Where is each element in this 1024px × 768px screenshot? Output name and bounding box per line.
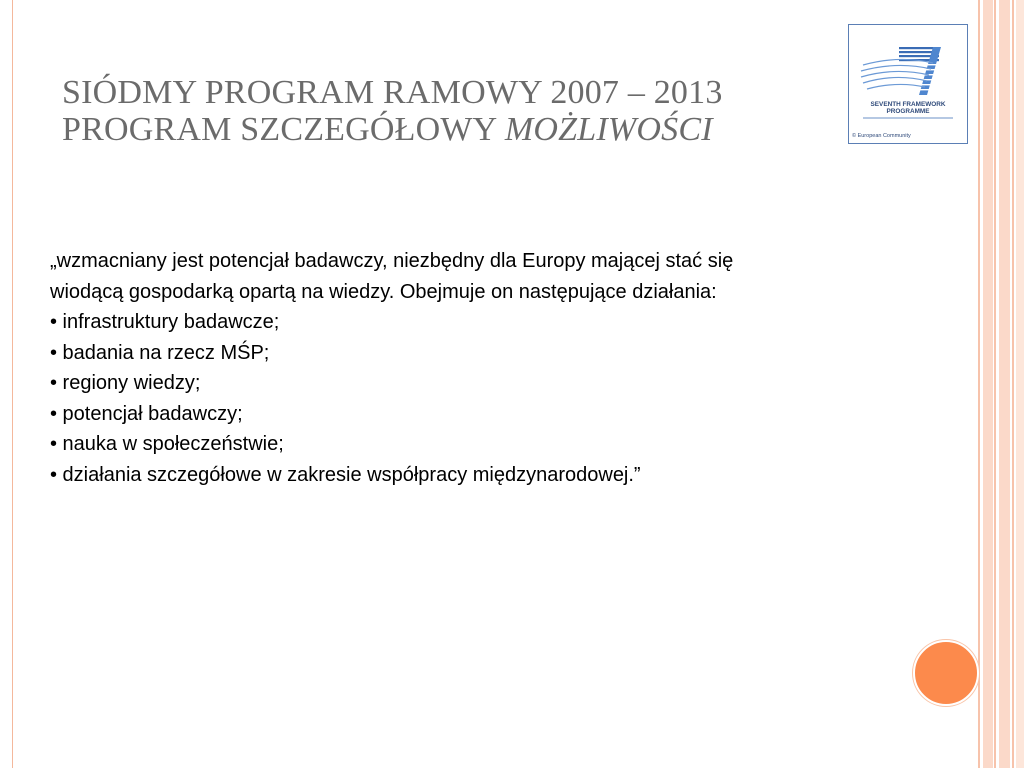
logo-text-line-2: PROGRAMME <box>886 108 930 115</box>
bullet-item: • regiony wiedzy; <box>50 372 201 394</box>
right-stripe <box>1016 0 1024 768</box>
bullet-item: • nauka w społeczeństwie; <box>50 433 284 455</box>
right-stripe <box>978 0 980 768</box>
intro-line-1: „wzmacniany jest potencjał badawczy, niezbędny dla Europy mającej stać się <box>50 250 734 272</box>
logo-text-line-1: SEVENTH FRAMEWORK <box>870 101 946 108</box>
intro-line-2: wiodącą gospodarką opartą na wiedzy. Obejmuje on następujące działania: <box>50 280 717 303</box>
seven-icon <box>849 25 967 143</box>
title-line-2-italic: MOŻLIWOŚCI <box>504 111 713 148</box>
right-stripe <box>999 0 1010 768</box>
fp7-logo <box>848 24 968 144</box>
left-border-line <box>12 0 13 768</box>
title-line-1: SIÓDMY PROGRAM RAMOWY 2007 – 2013 <box>62 74 723 111</box>
slide-title <box>62 74 832 148</box>
bullet-item: • działania szczegółowe w zakresie współpracy międzynarodowej.” <box>50 463 641 486</box>
slide-body <box>50 246 950 490</box>
right-stripe <box>1012 0 1014 768</box>
title-line-2 <box>62 111 832 148</box>
bullet-item: • infrastruktury badawcze; <box>50 311 280 333</box>
decorative-circle <box>913 640 979 706</box>
logo-copyright: © European Community <box>852 133 911 139</box>
right-stripe <box>994 0 996 768</box>
bullet-item: • potencjał badawczy; <box>50 402 243 425</box>
title-line-2-normal: PROGRAM SZCZEGÓŁOWY <box>62 111 505 148</box>
bullet-item: • badania na rzecz MŚP; <box>50 341 270 364</box>
right-stripe <box>983 0 993 768</box>
